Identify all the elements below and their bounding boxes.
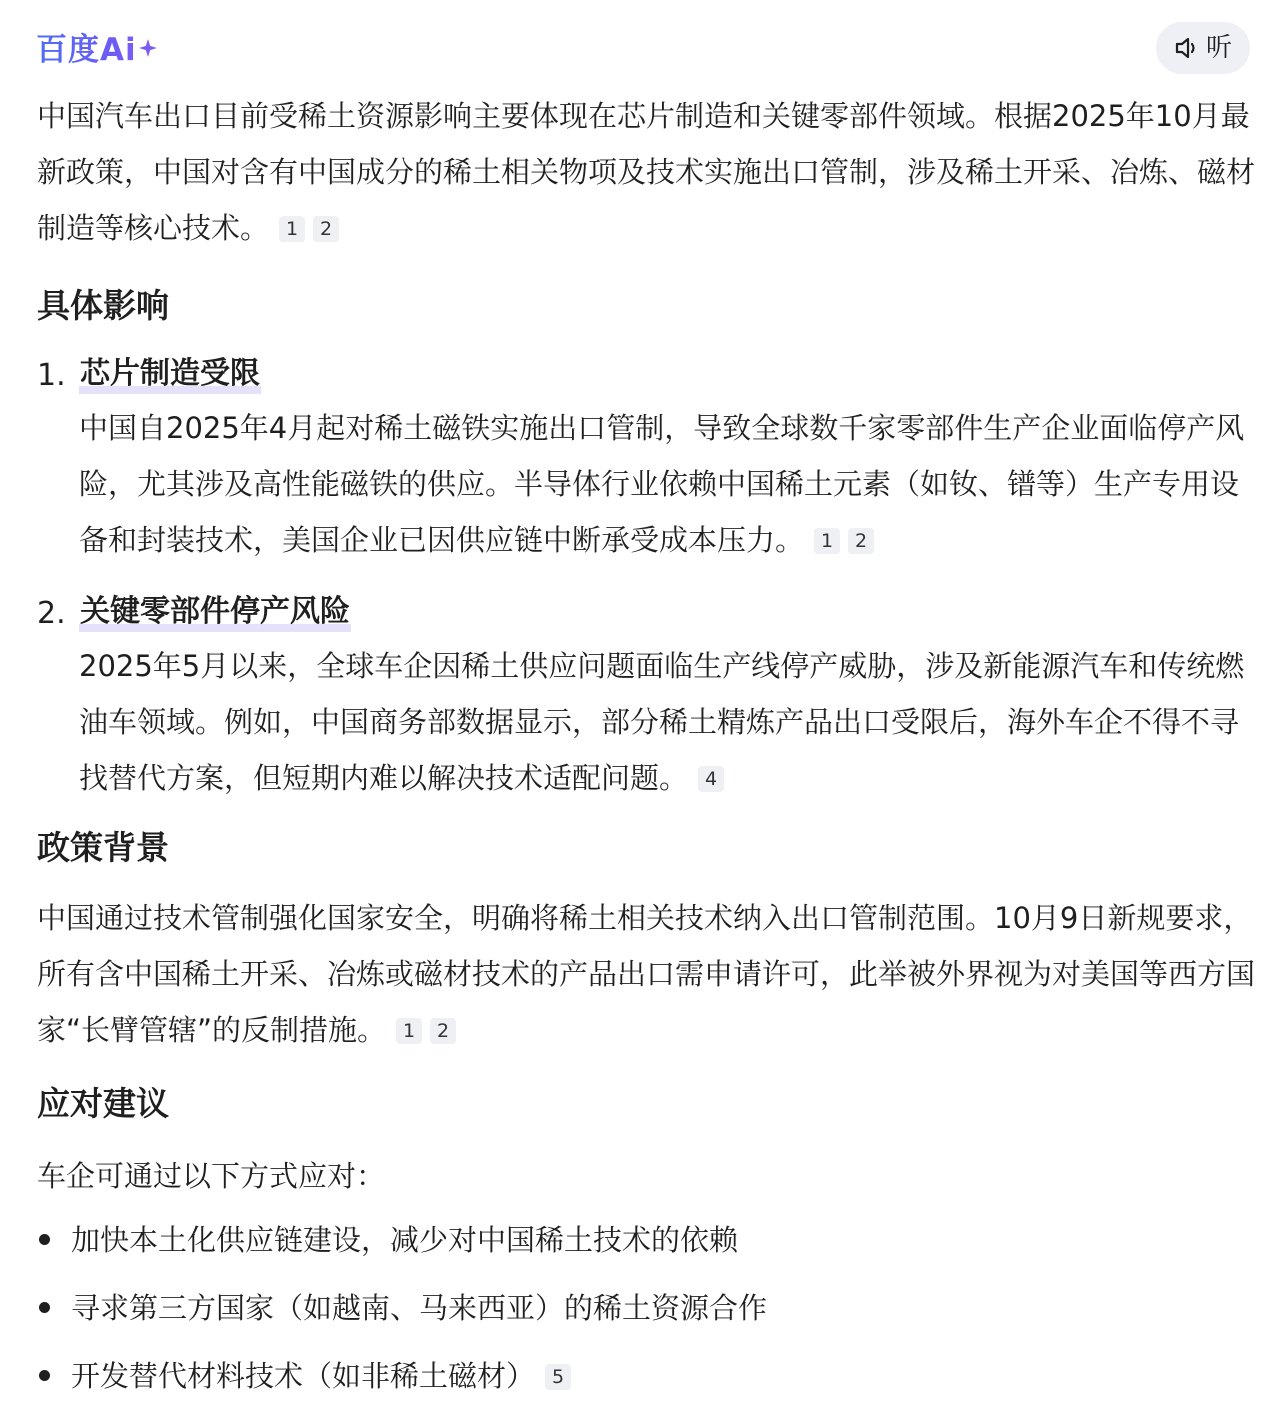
answer-content	[37, 88, 1257, 1398]
list-item	[37, 1354, 1257, 1398]
suggestion-list	[37, 1218, 1257, 1398]
list-item-text: 2025年5月以来，全球车企因稀土供应问题面临生产线停产威胁，涉及新能源汽车和传统燃油车领域。例如，中国商务部数据显示，部分稀土精炼产品出口受限后，海外车企不得不寻找替代方案，但短期内难以解决技术适配问题。	[79, 649, 1245, 795]
citation-badge[interactable]: 2	[430, 1018, 456, 1044]
section-heading: 具体影响	[37, 286, 169, 325]
section-heading: 应对建议	[37, 1084, 169, 1123]
section-heading: 政策背景	[37, 828, 169, 867]
bullet-text: 加快本土化供应链建设，减少对中国稀土技术的依赖	[71, 1223, 739, 1257]
list-item-title: 关键零部件停产风险	[79, 592, 351, 632]
intro-text: 中国汽车出口目前受稀土资源影响主要体现在芯片制造和关键零部件领域。根据2025年10月最新政策，中国对含有中国成分的稀土相关物项及技术实施出口管制，涉及稀土开采、冶炼、磁材制造等核心技术。	[37, 99, 1256, 245]
list-number: 1.	[37, 358, 66, 393]
policy-text: 中国通过技术管制强化国家安全，明确将稀土相关技术纳入出口管制范围。10月9日新规要求，所有含中国稀土开采、冶炼或磁材技术的产品出口需申请许可，此举被外界视为对美国等西方国家“长臂管辖”的反制措施。	[37, 901, 1256, 1047]
list-number: 2.	[37, 596, 66, 631]
citation-badge[interactable]: 2	[313, 216, 339, 242]
list-item	[37, 592, 1257, 806]
app-header	[0, 0, 1288, 96]
bullet-icon	[39, 1234, 50, 1245]
list-item	[37, 1286, 1257, 1330]
citation-badge[interactable]: 1	[396, 1018, 422, 1044]
bullet-text: 寻求第三方国家（如越南、马来西亚）的稀土资源合作	[71, 1291, 768, 1325]
list-item	[37, 1218, 1257, 1262]
sparkle-icon	[139, 39, 157, 57]
speaker-icon	[1174, 35, 1200, 61]
bullet-icon	[39, 1302, 50, 1313]
logo-text: 百度Ai	[36, 32, 137, 68]
citation-badge[interactable]: 2	[848, 528, 874, 554]
citation-badge[interactable]: 1	[279, 216, 305, 242]
citation-badge[interactable]: 4	[698, 766, 724, 792]
intro-paragraph	[37, 88, 1257, 256]
list-item-title: 芯片制造受限	[79, 354, 261, 394]
list-item-body	[79, 400, 1257, 568]
bullet-icon	[39, 1370, 50, 1381]
citation-badge[interactable]: 5	[545, 1364, 571, 1390]
citation-badge[interactable]: 1	[814, 528, 840, 554]
listen-button[interactable]	[1156, 22, 1250, 74]
suggestion-intro: 车企可通过以下方式应对：	[37, 1159, 386, 1193]
policy-paragraph	[37, 890, 1257, 1058]
bullet-text: 开发替代材料技术（如非稀土磁材）	[71, 1359, 536, 1393]
list-item-text: 中国自2025年4月起对稀土磁铁实施出口管制，导致全球数千家零部件生产企业面临停产风险，尤其涉及高性能磁铁的供应。半导体行业依赖中国稀土元素（如钕、镨等）生产专用设备和封装技术，美国企业已因供应链中断承受成本压力。	[79, 411, 1245, 557]
list-item	[37, 354, 1257, 568]
list-item-body	[79, 638, 1257, 806]
listen-label: 听	[1205, 33, 1232, 63]
baidu-ai-logo[interactable]	[36, 30, 157, 70]
